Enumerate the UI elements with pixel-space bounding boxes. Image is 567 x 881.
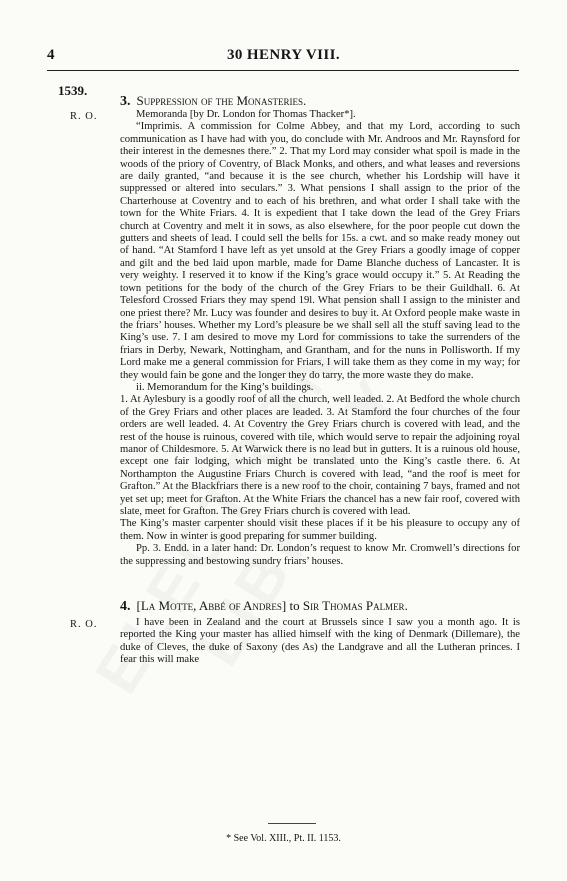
section-4-body (120, 617, 520, 667)
section-number: 4. (120, 599, 131, 614)
paragraph: 1. At Aylesbury is a goodly roof of all the church, well leaded. 2. At Bedford the whole church of the Grey Friars and other places are leaded. 3. At Stamford the four churches of the four orders are well leaded. 4. At Coventry the Grey Friars church is covered with lead, and the rest of the house is ruinous, covered with tile, which would serve to repair the adjoining royal manor of Childesmore. 5. At Warwick there is no lead but in gutters. It is a ruinous old house, except one fair lodging, which might be translated unto the King’s castle there. 6. At Northampton the Augustine Friars Church is covered with lead, “and the roof is meet for Grafton.” At the Blackfriars there is a new roof to the choir, containing 7 bays, framed and not yet set up; meet for Grafton. At the White Friars the chancel has a new fair roof, covered with slate, meet for Grafton. The Grey Friars church is covered with lead. (120, 394, 520, 517)
footnote-rule (268, 823, 316, 824)
section-heading-part: Sir Thomas Palmer. (302, 598, 408, 613)
section-heading: Suppression of the Monasteries. (136, 93, 307, 108)
paragraph: The King’s master carpenter should visit these places if it be his pleasure to occupy any of them. Now in winter is good preparing for summer building. (120, 518, 520, 542)
footnote: * See Vol. XIII., Pt. II. 1153. (226, 833, 341, 844)
section-4-title (120, 598, 408, 615)
section-3-title (120, 93, 306, 110)
paragraph: “Imprimis. A commission for Colme Abbey, and that my Lord, according to such communication as I have had with you, do conclude with Mr. Androos and Mr. Raynsford for their interest in the demesnes there.” 2. That my Lord may consider what spoil is made in the woods of the priory of Coventry, of Black Monks, and others, and what leases and reversions are daily granted, “and because it is the see church, whether his Lordship will have it suppressed or altered into seculars.” 3. What pensions I shall assign to the prior of the Charterhouse at Coventry and to each of his brethren, and what order I shall take with the town for the White Friars. 4. It is expedient that I take down the lead of the Grey Friars church at Coventry and melt it in sows, as also elsewhere, for the poor people cut down the gutters and sheets of lead. I could sell the bells for 15s. a cwt. and so make ready money out of hand. “At Stamford I have left as yet unsold at the Grey Friars a goodly image of copper and gilt and the bed laid upon marble, made for Dame Blanche duchess of Lancaster. It is very weighty. I reserved it to know if the King’s grace would occupy it.” 5. At Reading the town petitions for the body of the church of the Grey Friars to be their Guildhall. 6. At Telesford Crossed Friars they may spend 19l. What pension shall I assign to the minister and one priest there? Mr. Lucy was founder and desires to buy it. At Oxford people make waste in the friars’ houses. Whether my Lord’s pleasure be we shall sell all the stuff saving lead to the King’s use. 7. I am desired to move my Lord for commissions to take the surrenders of the friars in Derby, Newark, Nottingham, and Grantham, and for the nuns in Pollisworth. If my Lord make me a general commission for Friars, I will take them as they come in my way; for they would fain be gone and the longer they do tarry, the more waste they do make. (120, 121, 520, 381)
section-3-body (120, 109, 520, 568)
year-marker: 1539. (58, 83, 88, 98)
paragraph: ii. Memorandum for the King’s buildings. (136, 381, 314, 393)
section-heading-part: [La Motte, Abbé of Andres] (136, 598, 287, 613)
paragraph: Memoranda [by Dr. London for Thomas Thacker*]. (136, 109, 356, 120)
header-rule (47, 70, 519, 71)
page-number: 4 (47, 47, 55, 63)
source-note: R. O. (70, 111, 98, 122)
section-number: 3. (120, 94, 131, 109)
section-heading-part: to (286, 598, 303, 613)
endorsement-note: Pp. 3. Endd. in a later hand: Dr. London’s request to know Mr. Cromwell’s directions for the suppressing and bestowing sundry friars’ houses. (120, 543, 520, 567)
running-head: 30 HENRY VIII. (226, 47, 340, 63)
paragraph: I have been in Zealand and the court at Brussels since I saw you a month ago. It is reported the King your master has allied himself with the king of Denmark (Dillemare), the duke of Cleves, the duke of Saxony (des As) the Landgrave and all the Lutheran princes. I fear this will make (120, 617, 520, 666)
source-note: R. O. (70, 619, 98, 630)
